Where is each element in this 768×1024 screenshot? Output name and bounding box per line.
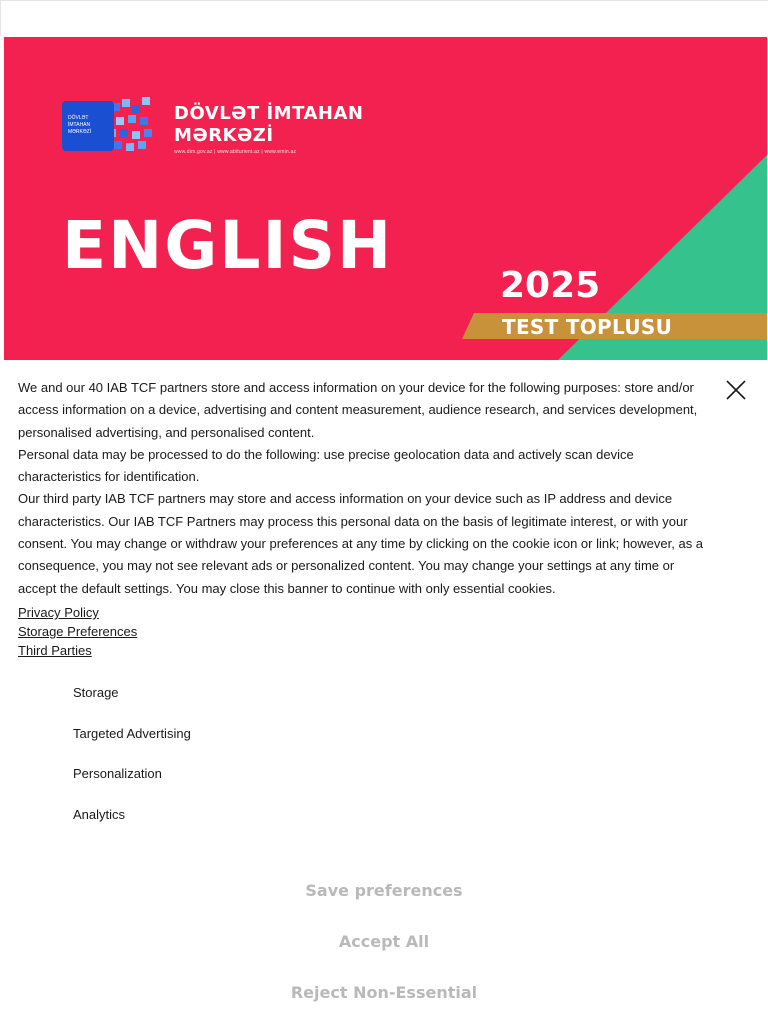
top-bar xyxy=(0,0,768,36)
cover-graphics xyxy=(4,37,767,360)
logo-line-1: DÖVLƏT İMTAHAN xyxy=(174,103,364,124)
consent-links xyxy=(18,603,137,660)
close-icon[interactable] xyxy=(724,378,748,402)
pref-storage[interactable]: Storage xyxy=(73,685,119,700)
preference-list xyxy=(73,684,191,846)
save-preferences-button[interactable]: Save preferences xyxy=(305,865,462,916)
third-parties-link[interactable]: Third Parties xyxy=(18,643,92,658)
consent-description xyxy=(18,377,708,600)
accept-all-button[interactable]: Accept All xyxy=(339,916,429,967)
close-icon-glyph xyxy=(724,378,748,402)
cookie-consent-banner xyxy=(0,360,768,1024)
storage-preferences-link[interactable]: Storage Preferences xyxy=(18,624,138,639)
consent-paragraph-3: Our third party IAB TCF partners may store and access information on your device such as IP address and device characteristics. Our IAB TCF Partners may process this personal data on the basis of legitimate interest, or with your consent. You may change or withdraw your preferences at any time by clicking on the cookie icon or link; however, as a consequence, you may not see relevant ads or personalized content. You may change your settings at any time or accept the default settings. You may close this banner to continue with only essential cookies. xyxy=(18,491,704,596)
pref-personalization[interactable]: Personalization xyxy=(73,766,162,781)
consent-actions xyxy=(0,865,768,1018)
consent-paragraph-1: We and our 40 IAB TCF partners store and access information on your device for the following purposes: store and/or access information on a device, advertising and content measurement, audience research, and services development, personalised advertising, and personalised content. xyxy=(18,380,698,440)
consent-paragraph-2: Personal data may be processed to do the following: use precise geolocation data and actively scan device characteristics for identification. xyxy=(18,446,634,485)
logo-title xyxy=(174,103,363,147)
logo-badge-text: DÖVLƏT İMTAHAN MƏRKƏZİ xyxy=(68,115,92,135)
cover-title: ENGLISH xyxy=(62,207,394,284)
pref-targeted-advertising[interactable]: Targeted Advertising xyxy=(73,725,191,741)
pref-analytics[interactable]: Analytics xyxy=(73,806,126,822)
logo-subtitle: www.dim.gov.az | www.abiturient.az | www.emin.az xyxy=(174,149,297,155)
privacy-policy-link[interactable]: Privacy Policy xyxy=(18,605,99,620)
reject-non-essential-button[interactable]: Reject Non-Essential xyxy=(291,967,477,1018)
cover-ribbon-text: TEST TOPLUSU xyxy=(502,315,673,339)
cover-image xyxy=(4,37,767,360)
cover-year: 2025 xyxy=(500,265,601,306)
logo-line-2: MƏRKƏZİ xyxy=(174,125,274,146)
